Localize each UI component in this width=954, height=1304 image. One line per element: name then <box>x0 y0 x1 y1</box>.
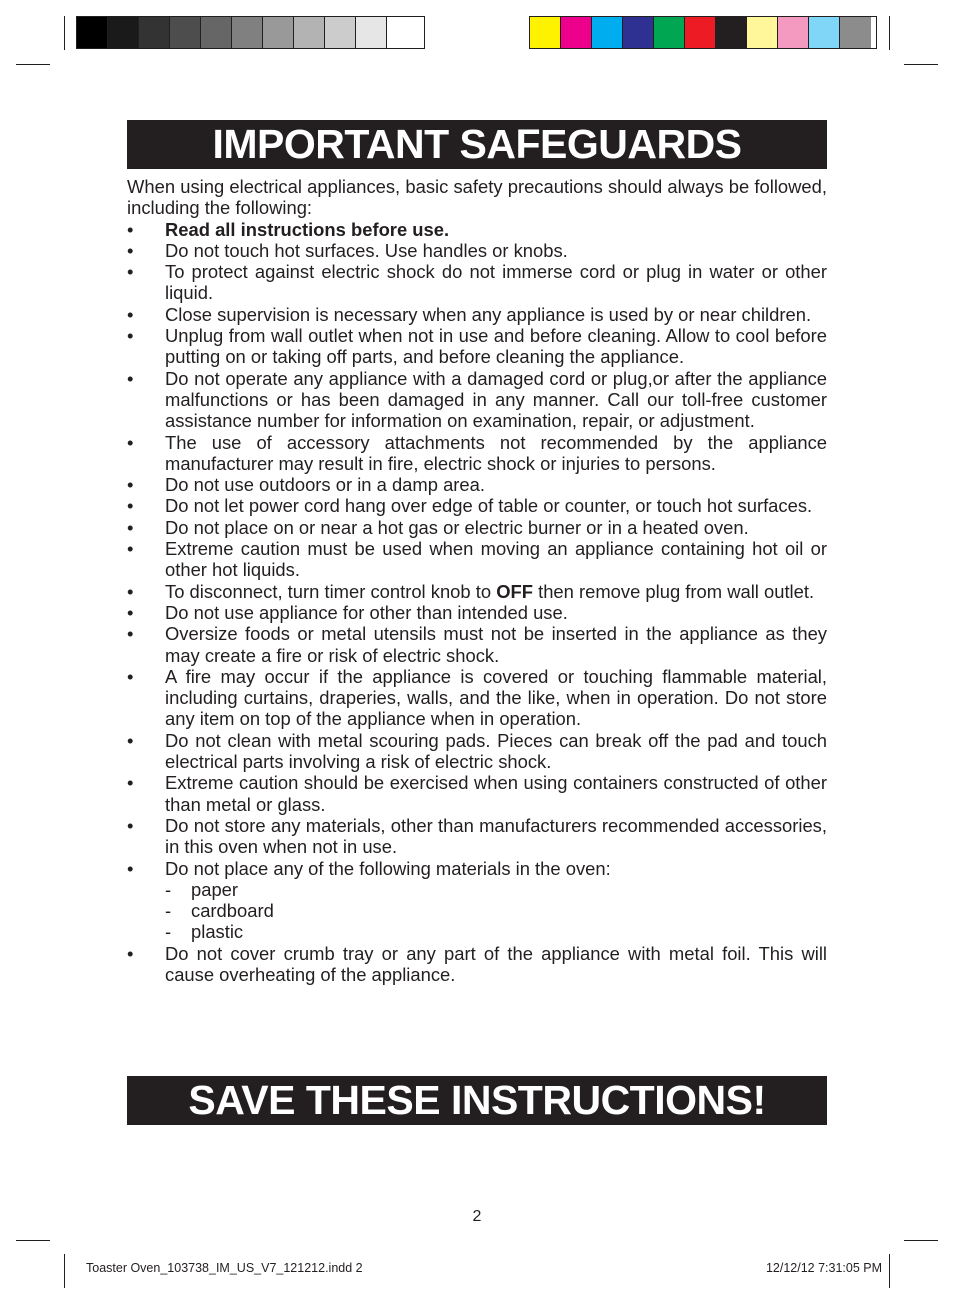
safeguard-item <box>127 538 827 581</box>
safeguard-item <box>127 304 827 325</box>
bullet-icon: • <box>127 623 134 645</box>
safeguard-text: Extreme caution should be exercised when using containers constructed of other than metal or glass. <box>165 772 827 815</box>
bullet-icon: • <box>127 665 134 687</box>
page-number: 2 <box>472 1208 482 1225</box>
gray-swatch <box>294 17 325 48</box>
bullet-icon: • <box>127 218 134 240</box>
color-swatch <box>778 17 809 48</box>
gray-swatch <box>170 17 201 48</box>
safeguard-text: Do not use appliance for other than intended use. <box>165 601 568 623</box>
bullet-icon: • <box>127 303 134 325</box>
gray-swatch <box>201 17 232 48</box>
bullet-icon: • <box>127 729 134 751</box>
crop-mark <box>889 1254 890 1288</box>
safeguard-text: Do not cover crumb tray or any part of the appliance with metal foil. This will cause overheating of the appliance. <box>165 942 827 985</box>
color-swatch <box>654 17 685 48</box>
save-instructions-banner: SAVE THESE INSTRUCTIONS! <box>127 1076 827 1125</box>
bullet-icon: • <box>127 495 134 517</box>
bullet-icon: • <box>127 516 134 538</box>
dash-icon: - <box>165 878 172 900</box>
color-swatch <box>530 17 561 48</box>
gray-swatch <box>387 17 418 48</box>
material-text: paper <box>191 878 239 900</box>
safeguard-item <box>127 474 827 495</box>
safeguard-text: Do not place on or near a hot gas or electric burner or in a heated oven. <box>165 516 749 538</box>
safeguard-item <box>127 666 827 730</box>
material-text: cardboard <box>191 900 274 922</box>
bullet-icon: • <box>127 857 134 879</box>
safeguard-item <box>127 368 827 432</box>
page-title: IMPORTANT SAFEGUARDS <box>127 120 827 169</box>
intro-paragraph: When using electrical appliances, basic safety precautions should always be followed, including the following: <box>127 176 827 219</box>
bullet-icon: • <box>127 601 134 623</box>
bullet-icon: • <box>127 367 134 389</box>
date-slug: 12/12/12 7:31:05 PM <box>765 1261 882 1275</box>
material-item <box>165 879 827 900</box>
safeguard-item <box>127 943 827 986</box>
bullet-icon: • <box>127 538 134 560</box>
material-item <box>165 900 827 921</box>
safeguard-text: A fire may occur if the appliance is covered or touching flammable material, including curtains, draperies, walls, and the like, when in operation. Do not store any item on top of the appliance when in operation. <box>165 665 827 730</box>
safeguard-text: To protect against electric shock do not immerse cord or plug in water or other liquid. <box>165 261 827 304</box>
file-slug: Toaster Oven_103738_IM_US_V7_121212.indd 2 <box>86 1261 363 1275</box>
safeguard-text: The use of accessory attachments not recommended by the appliance manufacturer may result in fire, electric shock or injuries to persons. <box>165 431 827 474</box>
safeguard-item <box>127 730 827 773</box>
safeguard-text: Unplug from wall outlet when not in use and before cleaning. Allow to cool before putting on or taking off parts, and before cleaning the appliance. <box>165 325 827 368</box>
color-swatch <box>840 17 871 48</box>
material-sublist <box>165 879 827 943</box>
bullet-icon: • <box>127 772 134 794</box>
crop-mark <box>16 64 50 65</box>
safeguard-text: then remove plug from wall outlet. <box>532 580 815 602</box>
gray-swatch <box>232 17 263 48</box>
safeguard-text: Oversize foods or metal utensils must not be inserted in the appliance as they may create a fire or risk of electric shock. <box>165 623 827 666</box>
safeguard-emphasis: OFF <box>496 580 533 602</box>
gray-swatch <box>108 17 139 48</box>
safeguard-text: Do not touch hot surfaces. Use handles or knobs. <box>165 239 568 261</box>
bullet-icon: • <box>127 580 134 602</box>
dash-icon: - <box>165 921 172 943</box>
crop-mark <box>16 1240 50 1241</box>
safeguard-text: Do not let power cord hang over edge of table or counter, or touch hot surfaces. <box>165 495 813 517</box>
color-swatch <box>809 17 840 48</box>
safeguard-text: Do not store any materials, other than manufacturers recommended accessories, in this oven when not in use. <box>165 814 827 858</box>
safeguard-text: To disconnect, turn timer control knob to <box>165 580 497 602</box>
crop-mark <box>64 1254 65 1288</box>
color-swatch <box>685 17 716 48</box>
gray-swatch <box>263 17 294 48</box>
safeguard-item <box>127 240 827 261</box>
safeguard-text: Do not operate any appliance with a damaged cord or plug,or after the appliance malfunctions or has been damaged in any manner. Call our toll-free customer assistance number for information on examination, repair, or adjustment. <box>165 367 827 432</box>
gray-swatch <box>325 17 356 48</box>
crop-mark <box>904 1240 938 1241</box>
safeguard-text: Read all instructions before use. <box>165 218 450 240</box>
crop-mark <box>889 16 890 50</box>
gray-swatch <box>77 17 108 48</box>
safeguard-text: Do not use outdoors or in a damp area. <box>165 474 485 496</box>
crop-mark <box>904 64 938 65</box>
color-swatch <box>592 17 623 48</box>
safeguard-item <box>127 581 827 602</box>
safeguard-item <box>127 495 827 516</box>
safeguard-text: Extreme caution must be used when moving an appliance containing hot oil or other hot liquids. <box>165 538 827 581</box>
bullet-icon: • <box>127 474 134 496</box>
safeguard-item <box>127 219 827 240</box>
safeguard-text: Do not clean with metal scouring pads. Pieces can break off the pad and touch electrical parts involving a risk of electric shock. <box>165 729 827 773</box>
color-swatch <box>623 17 654 48</box>
color-swatch <box>561 17 592 48</box>
bullet-icon: • <box>127 325 134 347</box>
safeguard-item <box>127 623 827 666</box>
bullet-icon: • <box>127 261 134 283</box>
color-registration-bar <box>529 16 877 49</box>
safeguard-text: Close supervision is necessary when any appliance is used by or near children. <box>165 303 812 325</box>
safeguards-body <box>127 176 827 985</box>
dash-icon: - <box>165 900 172 922</box>
color-swatch <box>747 17 778 48</box>
color-swatch <box>716 17 747 48</box>
safeguard-item <box>127 432 827 475</box>
grayscale-registration-bar <box>76 16 425 49</box>
safeguard-item <box>127 325 827 368</box>
bullet-icon: • <box>127 814 134 836</box>
safeguard-item <box>127 517 827 538</box>
gray-swatch <box>139 17 170 48</box>
safeguard-item <box>127 261 827 304</box>
safeguard-text: Do not place any of the following materials in the oven: <box>165 857 611 879</box>
bullet-icon: • <box>127 431 134 453</box>
bullet-icon: • <box>127 942 134 964</box>
gray-swatch <box>356 17 387 48</box>
safeguard-item <box>127 602 827 623</box>
safeguard-item <box>127 815 827 858</box>
material-item <box>165 921 827 942</box>
crop-mark <box>64 16 65 50</box>
safeguards-list <box>127 219 827 986</box>
safeguard-item <box>127 772 827 815</box>
material-text: plastic <box>191 921 244 943</box>
bullet-icon: • <box>127 239 134 261</box>
safeguard-item <box>127 858 827 943</box>
